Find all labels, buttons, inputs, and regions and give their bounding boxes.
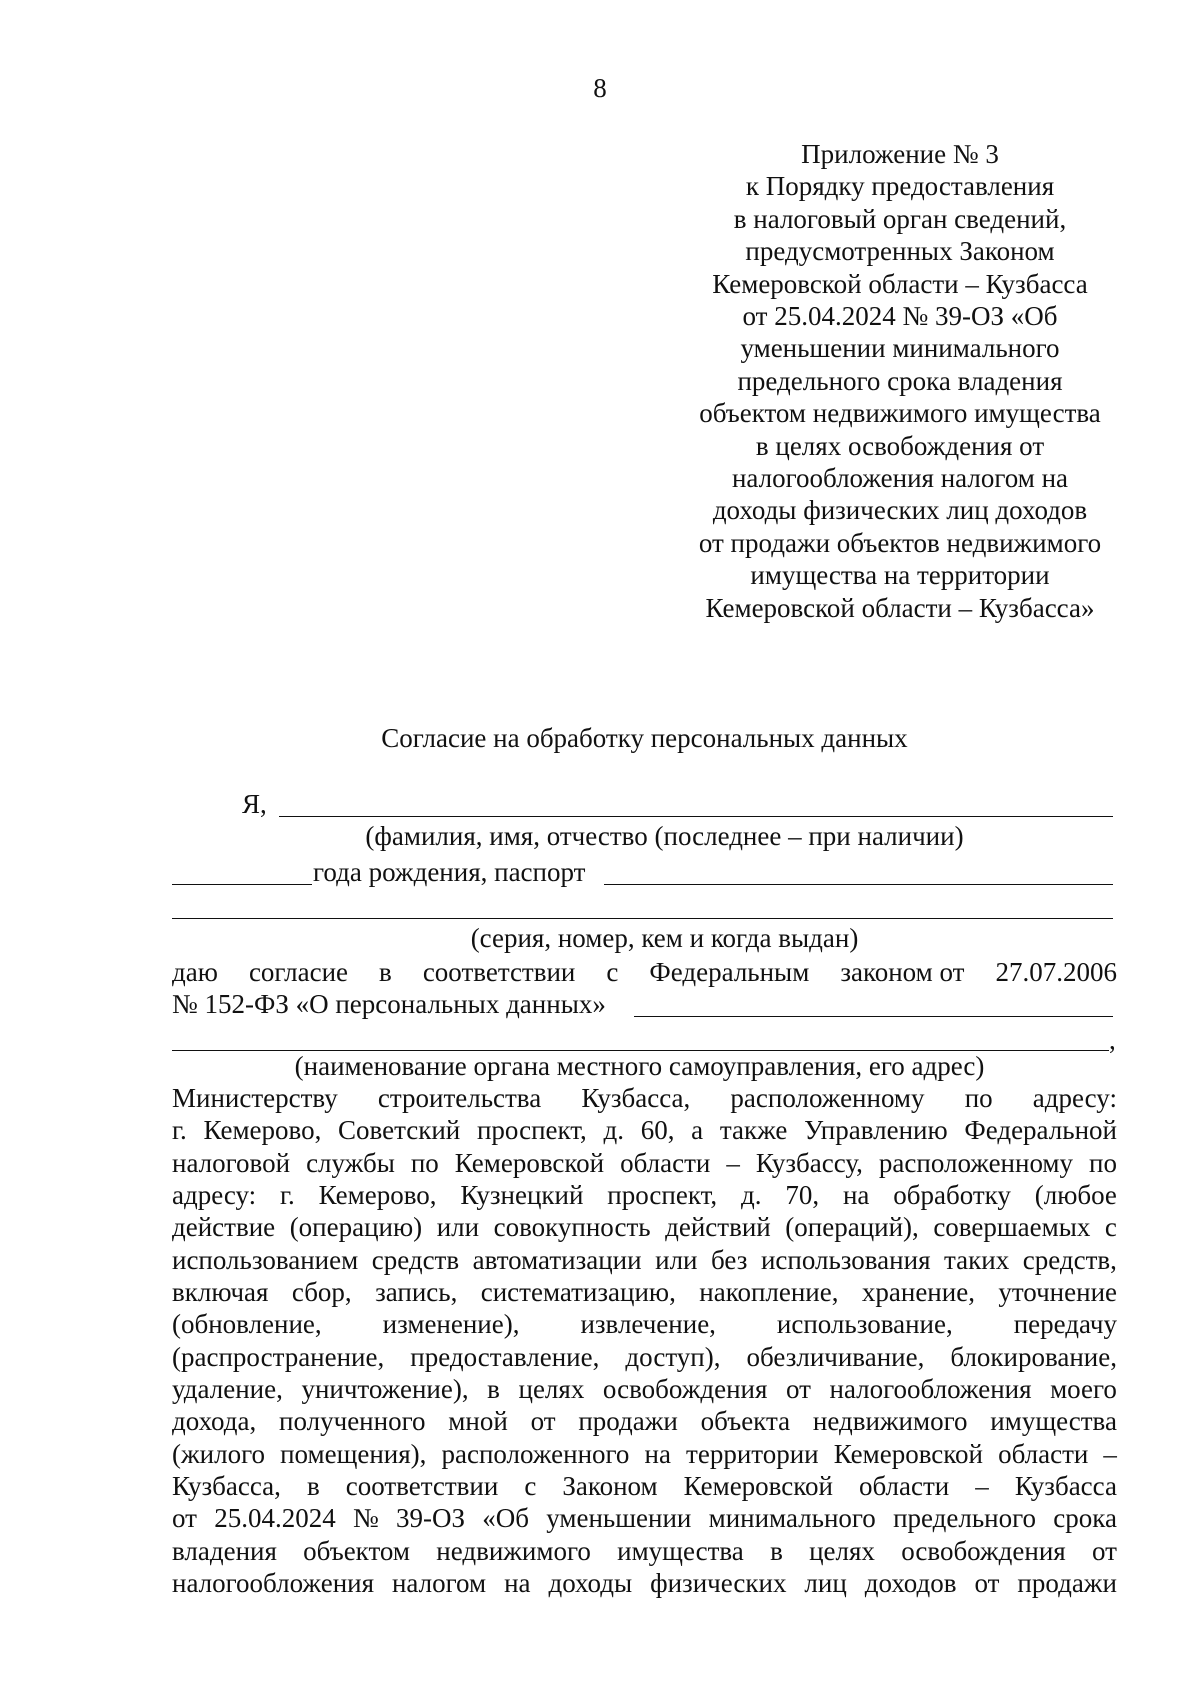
body-word: сбор, <box>291 1277 352 1308</box>
body-word: (обновление, <box>172 1309 322 1340</box>
body-word: автоматизации <box>472 1244 642 1275</box>
body-line <box>172 1341 1117 1373</box>
body-line <box>172 1147 1117 1179</box>
appendix-line: налогообложения налогом на <box>731 463 1069 494</box>
body-word: недвижимого <box>812 1406 968 1437</box>
consent-word: в <box>379 957 392 987</box>
law-reference: № 152-ФЗ «О персональных данных» <box>172 989 606 1019</box>
org-line-comma: , <box>1109 1025 1116 1055</box>
body-word: от <box>530 1406 556 1437</box>
body-word: – <box>1103 1438 1117 1469</box>
body-word: Кузбасса, <box>172 1471 281 1502</box>
body-word: Законом <box>562 1471 658 1502</box>
body-word: (операцию) <box>289 1212 423 1243</box>
body-word: включая <box>172 1277 269 1308</box>
consent-word: согласие <box>248 957 348 987</box>
body-word: использование, <box>776 1309 953 1340</box>
body-word: в <box>306 1471 320 1502</box>
body-word: действий <box>665 1212 771 1243</box>
body-word: 39-ОЗ <box>395 1503 465 1534</box>
appendix-line: Приложение № 3 <box>801 139 999 169</box>
passport-field-line-2[interactable] <box>172 918 1113 919</box>
body-word: объекта <box>700 1406 791 1437</box>
body-word: в <box>487 1374 500 1405</box>
body-word: передачу <box>1013 1309 1117 1340</box>
body-word: Кузнецкий <box>460 1180 584 1211</box>
body-word: (жилого <box>172 1438 265 1469</box>
body-word: – <box>975 1471 989 1502</box>
body-word: налогом <box>391 1568 487 1599</box>
body-word: по <box>410 1147 439 1178</box>
body-line <box>172 1114 1117 1146</box>
body-word: объектом <box>303 1535 410 1566</box>
appendix-line: доходы физических лиц доходов <box>712 495 1088 526</box>
body-word: г. <box>172 1115 187 1146</box>
body-word: владения <box>172 1535 277 1566</box>
body-word: физических <box>650 1568 787 1599</box>
body-word: продажи <box>1017 1568 1117 1599</box>
body-word: на <box>504 1568 531 1599</box>
body-word: Федеральной <box>964 1115 1117 1146</box>
body-word: г. <box>280 1180 295 1211</box>
body-word: срока <box>1053 1503 1117 1534</box>
body-word: (распространение, <box>172 1341 385 1372</box>
body-word: расположенному <box>730 1083 925 1113</box>
body-word: продажи <box>578 1406 678 1437</box>
body-line <box>172 1470 1117 1502</box>
body-word: – <box>726 1147 740 1178</box>
body-word: минимального <box>708 1503 876 1534</box>
appendix-line: имущества на территории <box>750 560 1050 591</box>
org-field-line[interactable] <box>634 1016 1113 1017</box>
body-word: недвижимого <box>436 1535 591 1566</box>
consent-word: Федеральным <box>649 957 810 987</box>
consent-word: даю <box>172 957 218 987</box>
body-word: Кузбасса <box>1014 1471 1117 1502</box>
body-word: Министерству <box>172 1083 338 1113</box>
body-word: моего <box>1050 1374 1117 1405</box>
appendix-line: предельного срока владения <box>737 365 1063 396</box>
body-word: области <box>858 1471 950 1502</box>
body-word: систематизацию, <box>480 1277 676 1308</box>
body-word: соответствии <box>345 1471 499 1502</box>
body-word: целях <box>518 1374 585 1405</box>
body-line <box>172 1308 1117 1340</box>
appendix-line: предусмотренных Законом <box>745 236 1055 267</box>
body-word: удаление, <box>172 1374 283 1405</box>
body-word: освобождения <box>901 1535 1066 1566</box>
body-word: использования <box>760 1244 931 1275</box>
body-word: налогообложения <box>829 1374 1032 1405</box>
body-word: полученного <box>279 1406 426 1437</box>
body-word: налоговой <box>172 1147 291 1178</box>
body-line <box>172 1211 1117 1243</box>
appendix-line: Кемеровской области – Кузбасса <box>712 268 1088 299</box>
body-word: доходы <box>548 1568 633 1599</box>
body-line <box>172 1502 1117 1534</box>
body-word: дохода, <box>172 1406 257 1437</box>
body-line <box>172 1405 1117 1437</box>
body-word: изменение), <box>382 1309 520 1340</box>
body-word: (любое <box>1034 1180 1117 1211</box>
consent-body-text <box>172 1082 1117 1600</box>
body-word: действие <box>172 1212 276 1243</box>
body-word: адресу: <box>1032 1083 1117 1113</box>
body-word: Управлению <box>804 1115 948 1146</box>
body-word: уточнение <box>998 1277 1117 1308</box>
body-word: д. <box>740 1180 762 1211</box>
body-word: в <box>770 1535 783 1566</box>
body-word: помещения), <box>280 1438 427 1469</box>
body-line <box>172 1535 1117 1567</box>
body-word: обработку <box>893 1180 1011 1211</box>
body-word: на <box>842 1180 870 1211</box>
appendix-line: от 25.04.2024 № 39-ОЗ «Об <box>742 301 1058 332</box>
body-word: строительства <box>377 1083 542 1113</box>
body-word: от <box>1091 1535 1117 1566</box>
body-word: уничтожение), <box>301 1374 469 1405</box>
body-word: территории <box>686 1438 819 1469</box>
body-word: доступ), <box>625 1341 721 1372</box>
body-word: таких <box>944 1244 1010 1275</box>
appendix-line: в налоговый орган сведений, <box>733 203 1067 234</box>
body-word: имущества <box>990 1406 1117 1437</box>
body-word: предоставление, <box>410 1341 600 1372</box>
body-word: средств, <box>1022 1244 1117 1275</box>
body-word: или <box>655 1244 698 1275</box>
consent-word: законом от <box>840 957 965 987</box>
i-label: Я, <box>242 789 267 819</box>
body-word: (операций), <box>785 1212 919 1243</box>
appendix-line: уменьшении минимального <box>740 333 1060 364</box>
body-word: от <box>974 1568 1000 1599</box>
body-word: области <box>998 1438 1089 1469</box>
passport-field-line[interactable] <box>604 884 1113 885</box>
body-word: расположенного <box>441 1438 630 1469</box>
body-word: совокупность <box>493 1212 651 1243</box>
org-caption: (наименование органа местного самоуправления, его адрес) <box>294 1051 985 1081</box>
body-word: доходов <box>864 1568 957 1599</box>
body-line <box>172 1438 1117 1470</box>
body-word: проспект, <box>476 1115 587 1146</box>
appendix-line: объектом недвижимого имущества <box>699 398 1101 429</box>
body-word: по <box>1089 1147 1117 1178</box>
body-word: д. <box>603 1115 624 1146</box>
body-word: Кемеровской <box>833 1438 983 1469</box>
consent-word: с <box>606 957 619 987</box>
body-word: с <box>1104 1212 1117 1243</box>
body-word: Кузбасса, <box>581 1083 691 1113</box>
body-word: 25.04.2024 <box>214 1503 336 1534</box>
body-word: налогообложения <box>172 1568 375 1599</box>
body-word: «Об <box>482 1503 529 1534</box>
body-word: Кемерово, <box>203 1115 322 1146</box>
body-word: Кемеровской <box>454 1147 605 1178</box>
body-word: Кузбассу, <box>755 1147 863 1178</box>
body-word: 70, <box>785 1180 820 1211</box>
consent-word: соответствии <box>422 957 576 987</box>
body-line <box>172 1567 1117 1599</box>
birth-date-field-line[interactable] <box>172 884 312 885</box>
body-word: целях <box>809 1535 875 1566</box>
body-line <box>172 1244 1117 1276</box>
body-line <box>172 1179 1117 1211</box>
appendix-line: в целях освобождения от <box>755 430 1045 461</box>
consent-line <box>172 956 1117 988</box>
fio-caption: (фамилия, имя, отчество (последнее – при наличии) <box>365 821 964 851</box>
body-word: на <box>644 1438 671 1469</box>
body-line <box>172 1082 1117 1114</box>
birth-passport-label: года рождения, паспорт <box>313 857 586 887</box>
body-word: лиц <box>804 1568 847 1599</box>
appendix-line: от продажи объектов недвижимого <box>698 527 1102 558</box>
body-word: уменьшении <box>546 1503 692 1534</box>
body-word: по <box>964 1083 993 1113</box>
body-word: имущества <box>617 1535 744 1566</box>
passport-caption: (серия, номер, кем и когда выдан) <box>470 923 859 953</box>
appendix-line: к Порядку предоставления <box>745 171 1055 202</box>
body-word: совершаемых <box>933 1212 1091 1243</box>
body-word: блокирование, <box>950 1341 1117 1372</box>
body-word: также <box>719 1115 788 1146</box>
body-word: 60, <box>640 1115 675 1146</box>
body-word: от <box>172 1503 197 1534</box>
body-word: Кемеровской <box>683 1471 833 1502</box>
body-word: Кемерово, <box>318 1180 437 1211</box>
body-line <box>172 1373 1117 1405</box>
body-word: освобождения <box>602 1374 768 1405</box>
body-word: от <box>785 1374 811 1405</box>
body-word: службы <box>306 1147 395 1178</box>
fio-field-line[interactable] <box>279 816 1113 817</box>
body-word: извлечение, <box>580 1309 716 1340</box>
document-title: Согласие на обработку персональных данных <box>381 723 908 753</box>
appendix-line: Кемеровской области – Кузбасса» <box>705 592 1095 623</box>
body-word: адресу: <box>172 1180 257 1211</box>
body-word: мной <box>448 1406 508 1437</box>
body-word: предельного <box>893 1503 1036 1534</box>
body-word: Советский <box>338 1115 461 1146</box>
body-word: обезличивание, <box>746 1341 925 1372</box>
body-word: или <box>436 1212 480 1243</box>
consent-word: 27.07.2006 <box>995 957 1117 987</box>
body-word: проспект, <box>607 1180 718 1211</box>
body-word: расположенному <box>878 1147 1074 1178</box>
body-word: хранение, <box>861 1277 975 1308</box>
body-word: № <box>352 1503 379 1534</box>
body-word: а <box>691 1115 704 1146</box>
body-line <box>172 1276 1117 1308</box>
body-word: средств <box>371 1244 460 1275</box>
body-word: использованием <box>172 1244 359 1275</box>
body-word: с <box>524 1471 537 1502</box>
body-word: области <box>620 1147 711 1178</box>
appendix-header <box>665 138 1135 624</box>
body-word: накопление, <box>699 1277 839 1308</box>
page-number: 8 <box>593 73 607 103</box>
body-word: без <box>711 1244 748 1275</box>
body-word: запись, <box>375 1277 458 1308</box>
